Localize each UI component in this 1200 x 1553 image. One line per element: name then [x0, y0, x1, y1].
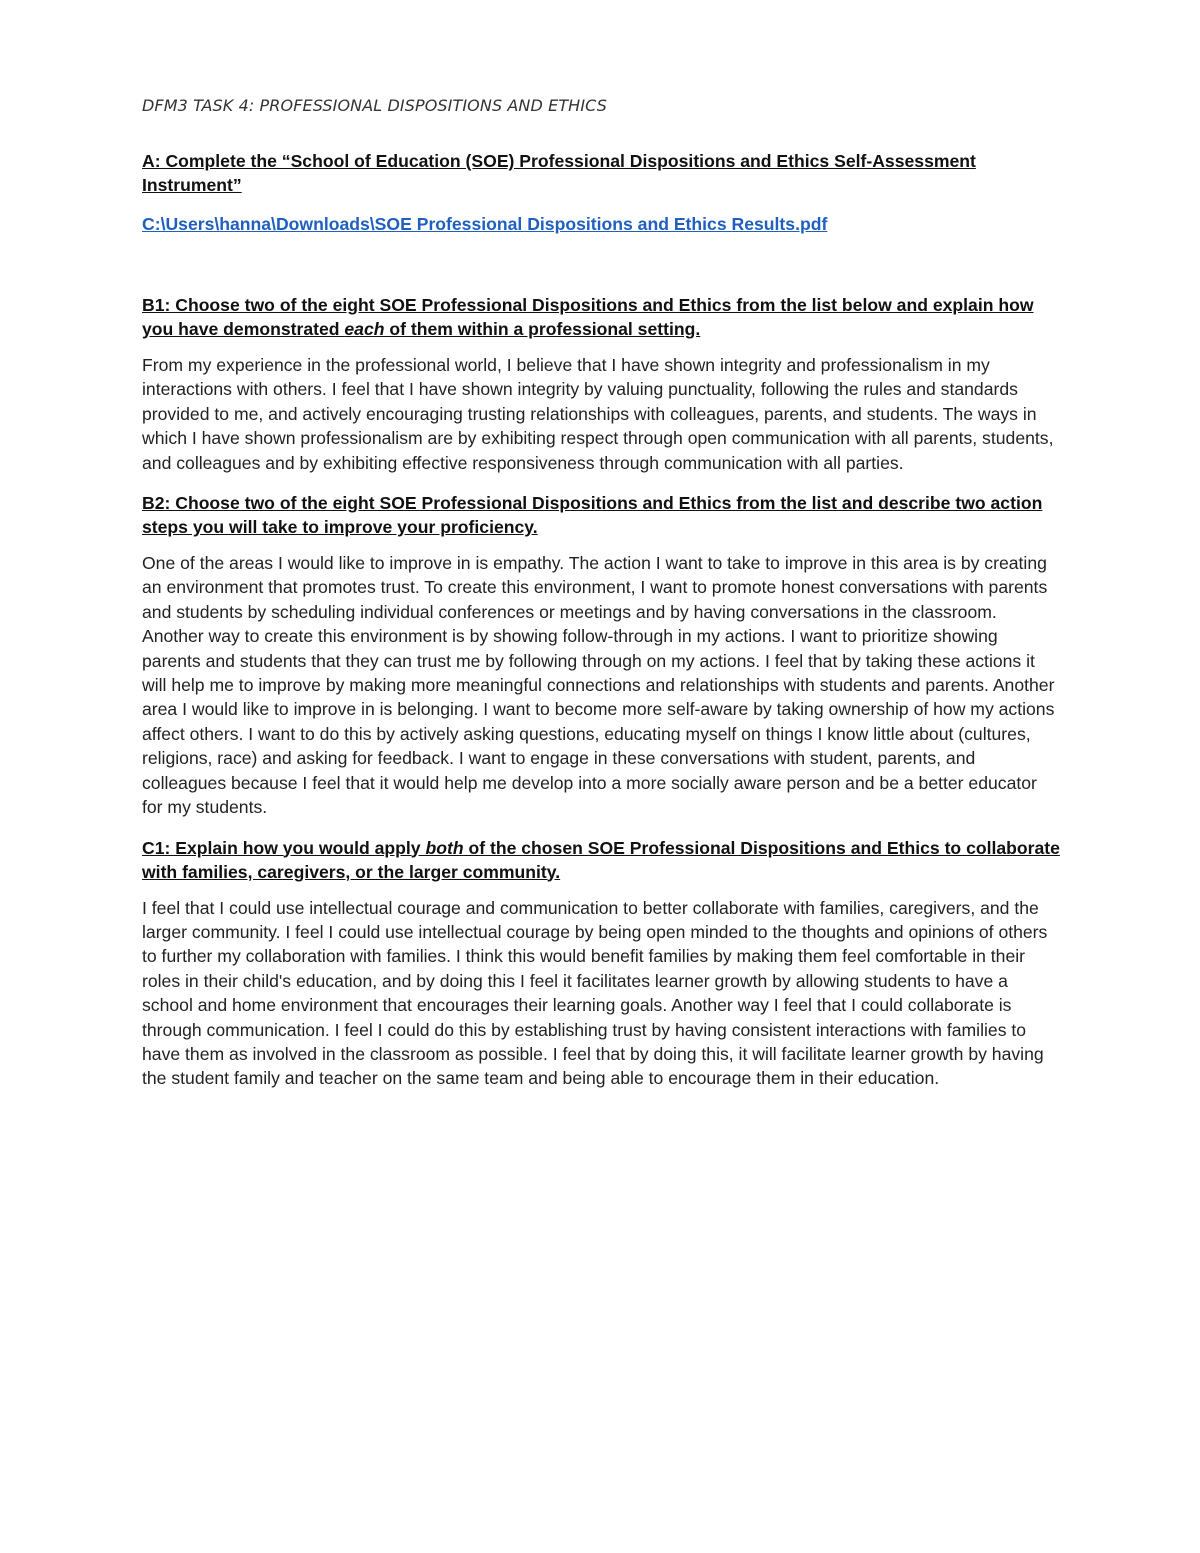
section-c1-heading-start: C1: Explain how you would apply — [142, 837, 426, 858]
section-b1-heading-end: of them within a professional setting. — [384, 319, 701, 339]
section-c1-heading-end: of the chosen SOE Professional Dispositions and Ethics to collaborate with families, caregivers, or the larger community. — [142, 837, 1060, 882]
section-b2 — [142, 491, 1060, 819]
section-a-heading: A: Complete the “School of Education (SOE) Professional Dispositions and Ethics Self-Assessment Instrument” — [142, 151, 976, 195]
document-page — [142, 96, 1060, 1091]
section-c1 — [142, 836, 1060, 1091]
section-b1 — [142, 293, 1060, 475]
results-pdf-link[interactable]: C:\Users\hanna\Downloads\SOE Professional Dispositions and Ethics Results.pdf — [142, 214, 828, 234]
section-b1-body: From my experience in the professional world, I believe that I have shown integrity and professionalism in my interactions with others. I feel that I have shown integrity by valuing punctuality, following the rules and standards provided to me, and actively encouraging trusting relationships with colleagues, parents, and students. The ways in which I have shown professionalism are by exhibiting respect through open communication with all parents, students, and colleagues and by exhibiting effective responsiveness through communication with all parties. — [142, 355, 1054, 473]
section-b1-heading — [142, 293, 1060, 341]
document-title: DFM3 TASK 4: PROFESSIONAL DISPOSITIONS AND ETHICS — [142, 96, 607, 115]
section-c1-body: I feel that I could use intellectual courage and communication to better collaborate with families, caregivers, and the larger community. I feel I could use intellectual courage by being open minded to the thoughts and opinions of others to further my collaboration with families. I think this would benefit families by making them feel comfortable in their roles in their child's education, and by doing this I feel it facilitates learner growth by allowing students to have a school and home environment that encourages their learning goals. Another way I feel that I could collaborate is through communication. I feel I could do this by establishing trust by having consistent interactions with families to have them as involved in the classroom as possible. I feel that by doing this, it will facilitate learner growth by having the student family and teacher on the same team and being able to encourage them in their education. — [142, 897, 1048, 1089]
section-b1-heading-start: B1: Choose two of the eight SOE Professional Dispositions and Ethics from the list below and explain how you have demonstrated — [142, 295, 1034, 339]
section-b1-heading-emphasis: each — [344, 319, 385, 339]
section-a — [142, 149, 1060, 236]
section-b2-heading: B2: Choose two of the eight SOE Professional Dispositions and Ethics from the list and describe two action steps you will take to improve your proficiency. — [142, 493, 1043, 538]
section-c1-heading — [142, 836, 1060, 884]
section-c1-heading-emphasis: both — [425, 837, 464, 858]
section-b2-body: One of the areas I would like to improve in is empathy. The action I want to take to improve in this area is by creating an environment that promotes trust. To create this environment, I want to promote honest conversations with parents and students by scheduling individual conferences or meetings and by having conversations in the classroom. Another way to create this environment is by showing follow-through in my actions. I want to prioritize showing parents and students that they can trust me by following through on my actions. I feel that by taking these actions it will help me to improve by making more meaningful connections and relationships with students and parents. Another area I would like to improve in is belonging. I want to become more self-aware by taking ownership of how my actions affect others. I want to do this by actively asking questions, educating myself on things I know little about (cultures, religions, race) and asking for feedback. I want to engage in these conversations with student, parents, and colleagues because I feel that it would help me develop into a more socially aware person and be a better educator for my students. — [142, 553, 1055, 818]
results-link-line — [142, 212, 1060, 236]
